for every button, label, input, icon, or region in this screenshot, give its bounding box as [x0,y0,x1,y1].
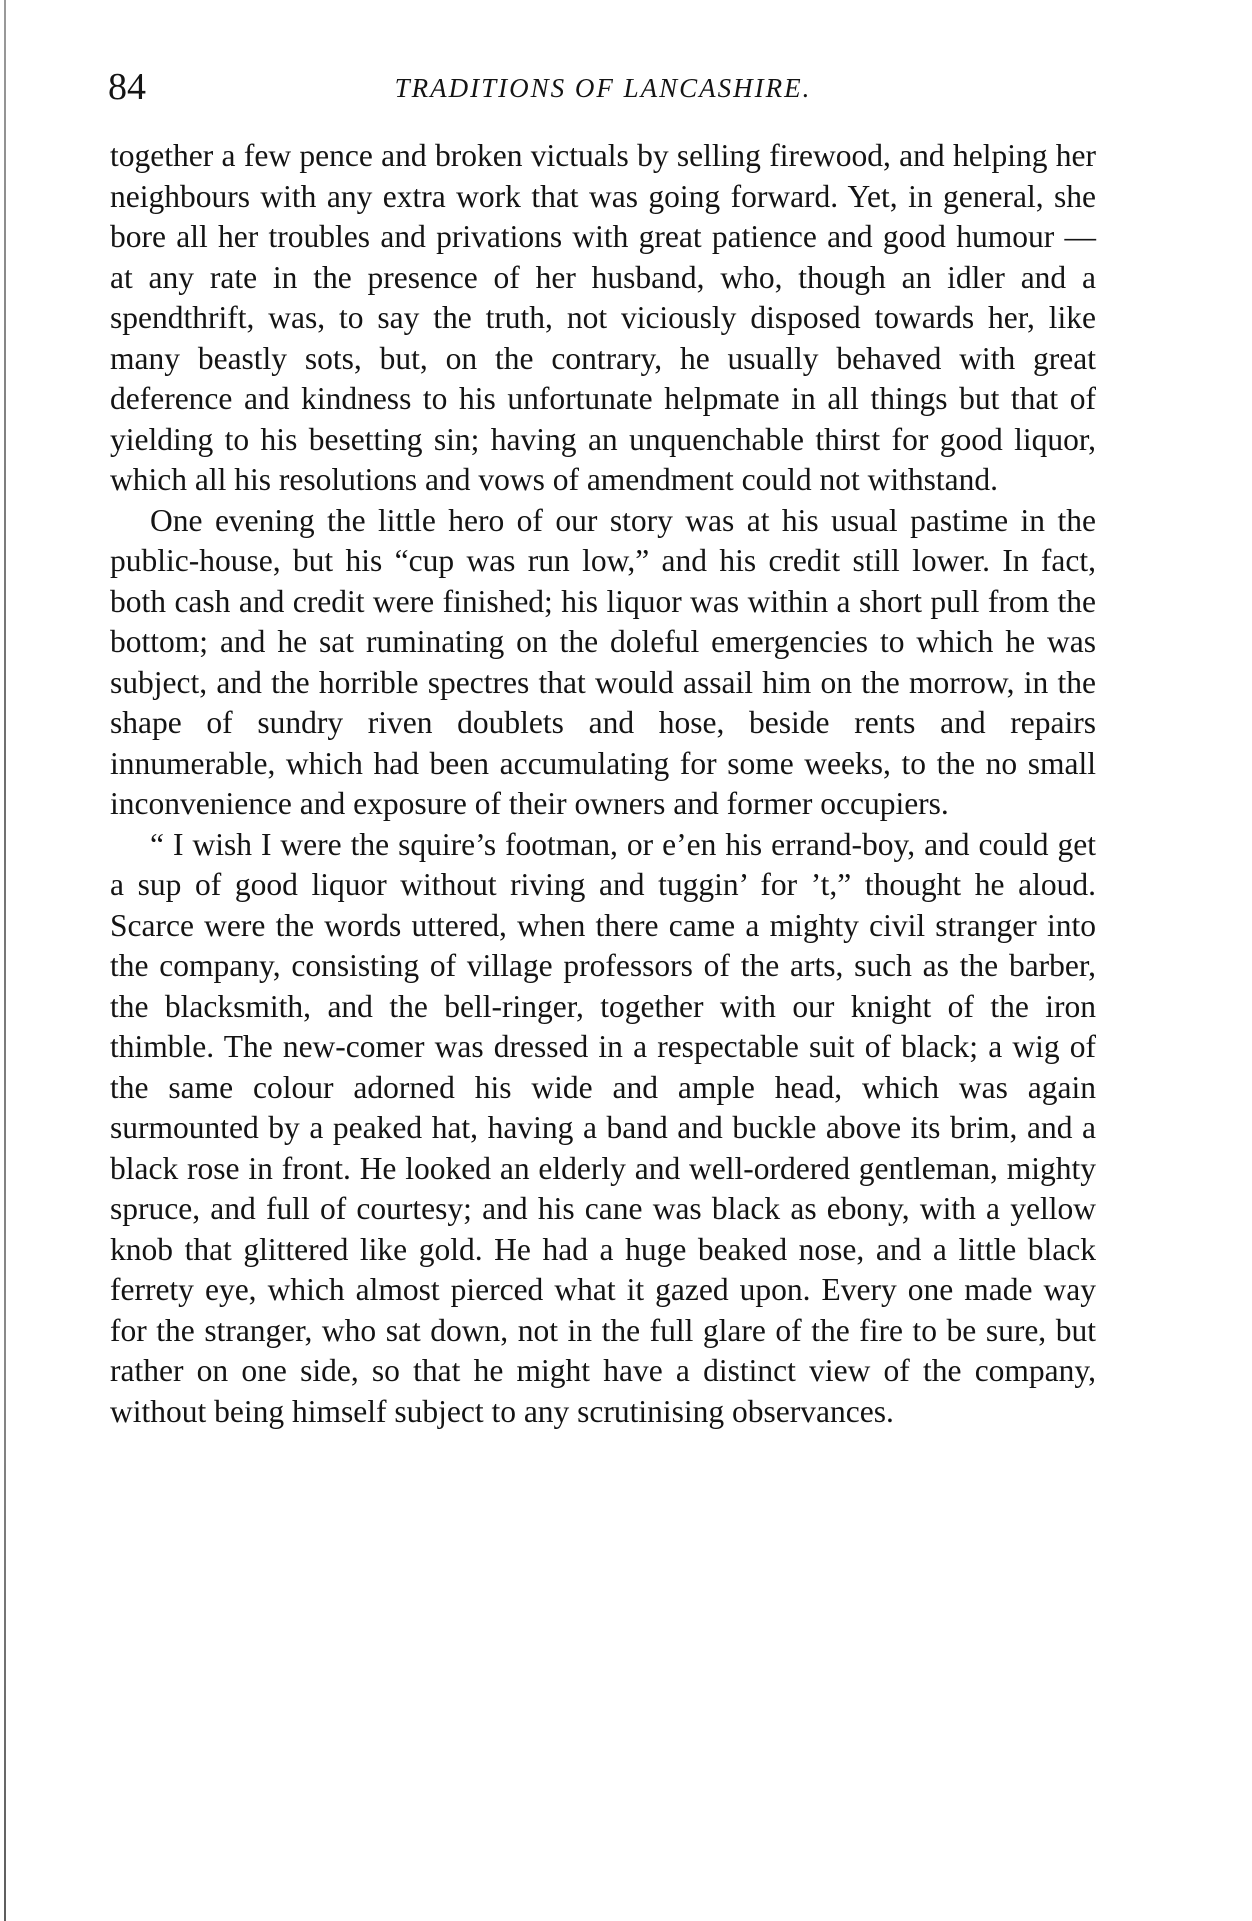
page-edge-line [4,0,6,1921]
paragraph-evening: One evening the little hero of our story was at his usual pastime in the public-house, but his “cup was run low,” and his credit still lower. In fact, both cash and credit were finished; his liquor was within a short pull from the bottom; and he sat ruminating on the doleful emergencies to which he was subject, and the horrible spectres that would assail him on the morrow, in the shape of sundry riven doublets and hose, beside rents and repairs innumerable, which had been accumulating for some weeks, to the no small inconvenience and exposure of their owners and former occupiers. [110,502,1096,821]
page-header [108,62,1098,112]
paragraph-continued: together a few pence and broken victuals by selling firewood, and helping her neighbours with any extra work that was going forward. Yet, in general, she bore all her troubles and privations with great patience and good humour — at any rate in the presence of her husband, who, though an idler and a spendthrift, was, to say the truth, not viciously disposed towards her, like many beastly sots, but, on the contrary, he usually behaved with great deference and kindness to his unfortunate helpmate in all things but that of yielding to his besetting sin; having an unquenchable thirst for good liquor, which all his resolutions and vows of amendment could not withstand. [110,138,1096,497]
body-text [110,136,1096,1432]
running-title: TRADITIONS OF LANCASHIRE. [394,73,812,103]
page-number: 84 [108,66,146,108]
paragraph-stranger: “ I wish I were the squire’s footman, or e’en his errand-boy, and could get a sup of good liquor without riving and tuggin’ for ’t,” thought he aloud. Scarce were the words uttered, when there came a mighty civil stranger into the company, consisting of village professors of the arts, such as the barber, the blacksmith, and the bell-ringer, together with our knight of the iron thimble. The new-comer was dressed in a respectable suit of black; a wig of the same colour adorned his wide and ample head, which was again surmounted by a peaked hat, having a band and buckle above its brim, and a black rose in front. He looked an elderly and well-ordered gentleman, mighty spruce, and full of courtesy; and his cane was black as ebony, with a yellow knob that glittered like gold. He had a huge beaked nose, and a little black ferrety eye, which almost pierced what it gazed upon. Every one made way for the stranger, who sat down, not in the full glare of the fire to be sure, but rather on one side, so that he might have a distinct view of the company, without being himself subject to any scrutinising observances. [110,826,1096,1429]
